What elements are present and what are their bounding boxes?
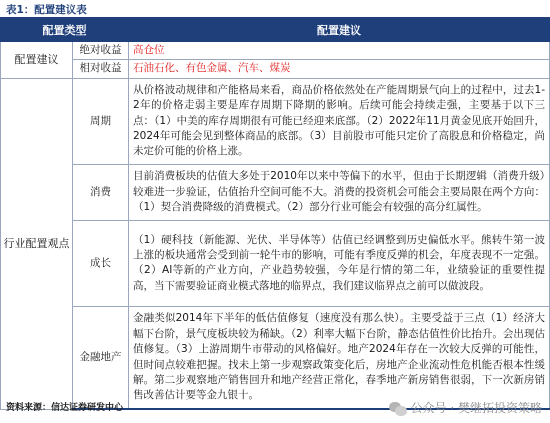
relative-return-label: 相对收益 [73, 60, 129, 78]
table-row-growth [1, 220, 550, 306]
table-row-cycle [1, 78, 550, 164]
sector-label-consumer: 消费 [73, 164, 129, 220]
sector-text-growth: （1）硬科技（新能源、光伏、半导体等）估值已经调整到历史偏低水平。熊转牛第一波上涨的板块通常会受到前一轮牛市的影响，可能有季度反弹的机会，年度表现不一定强。（2）AI等新的产业方向，产业趋势较强，今年是行情的第二年，业绩验证的重要性提高，当下需要验证商业模式落地的临界点，我们建议临界点之前可以做波段。 [129, 220, 550, 306]
watermark-text: 公众号 · 樊继拓投资策略 [410, 401, 542, 415]
relative-return-value: 石油石化、有色金属、汽车、煤炭 [129, 60, 550, 78]
allocation-table [0, 19, 550, 410]
sector-text-finance: 金融类似2014年下半年的低估值修复（速度没有那么快）。主要受益于三点（1）经济大幅下台阶，景气度板块较为稀缺。（2）利率大幅下台阶，静态估值性价比抬升。会出现估值修复。（3）上游周期牛市带动的风格偏好。地产2024年存在一次较大反弹的可能性，但时间点较难把握。找未上第一步观察政策变化后，房地产企业流动性危机能否根本性缓解。第二步观察地产销售回升和地产经营正常化，春季地产新房销售很弱，下一次新房销售改善估计要等金九银十。 [129, 306, 550, 409]
table-caption: 表1：配置建议表 [6, 4, 87, 16]
header-config-type: 配置类型 [1, 20, 129, 42]
table-header-row [1, 20, 550, 42]
sector-label-cycle: 周期 [73, 78, 129, 164]
sector-label-finance: 金融地产 [73, 306, 129, 409]
category-industry-views: 行业配置观点 [1, 78, 73, 409]
watermark [389, 398, 542, 418]
absolute-return-label: 绝对收益 [73, 42, 129, 60]
sector-text-cycle: 从价格波动规律和产能格局来看，商品价格依然处在产能周期景气向上的过程中，过去1-2年的价格走弱主要是库存周期下降期的影响。后续可能会持续走强，主要基于以下三点：（1）中美的库存周期很有可能已经迎来底部。（2）2022年11月黄金见底开始回升，2024年可能会见到整体商品的底部。（3）目前股市可能只定价了高股息和价格稳定，尚未定价可能的价格上涨。 [129, 78, 550, 164]
header-config-advice: 配置建议 [129, 20, 550, 42]
sector-text-consumer: 目前消费板块的估值大多处于2010年以来中等偏下的水平，但由于长期逻辑（消费升级）较难进一步验证，估值抬升空间可能不大。消费的投资机会可能会主要局限在两个方向：（1）契合消费降级的消费模式。（2）部分行业可能会有较强的高分红属性。 [129, 164, 550, 220]
table-row-relative [1, 60, 550, 78]
sector-label-growth: 成长 [73, 220, 129, 306]
table-row-consumer [1, 164, 550, 220]
wechat-icon [389, 401, 407, 416]
table-row-finance [1, 306, 550, 409]
table-row-absolute [1, 42, 550, 60]
category-allocation: 配置建议 [1, 42, 73, 79]
absolute-return-value: 高仓位 [129, 42, 550, 60]
source-note: 资料来源：信达证券研发中心 [6, 403, 124, 413]
